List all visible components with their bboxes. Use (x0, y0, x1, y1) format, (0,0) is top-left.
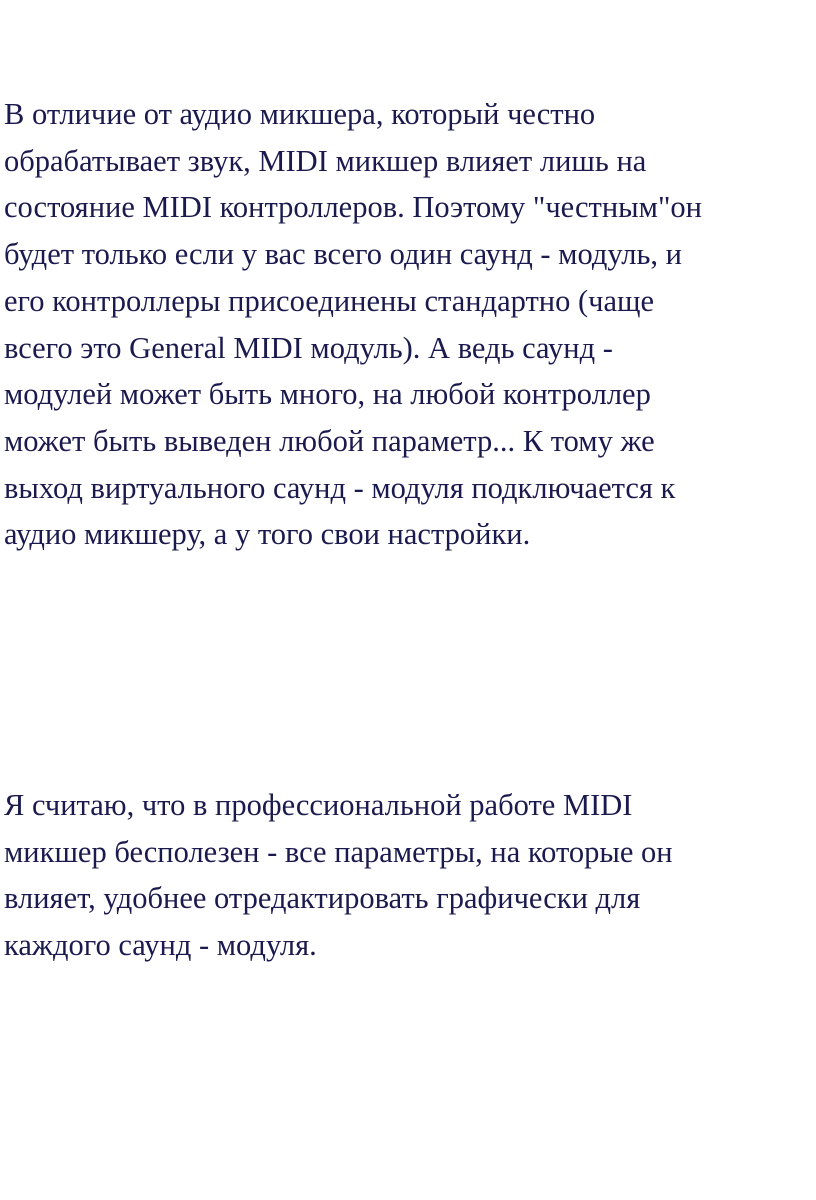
text-line: будет только если у вас всего один саунд - модуль, и (4, 237, 682, 272)
text-line: выход виртуального саунд - модуля подключается к (4, 470, 676, 505)
text-line: обрабатывает звук, MIDI микшер влияет лишь на (4, 143, 647, 178)
text-line: аудио микшеру, а у того свои настройки. (4, 517, 531, 552)
text-line: В отличие от аудио микшера, который честно (4, 97, 596, 131)
text-line: его контроллеры присоединены стандартно (чаще (4, 283, 655, 318)
text-line: влияет, удобнее отредактировать графически для (4, 881, 641, 916)
text-line: может быть выведен любой параметр... К тому же (4, 423, 655, 458)
paragraph-midi-mixer-explanation (4, 91, 804, 558)
paragraph-author-opinion (4, 782, 804, 969)
text-line: каждого саунд - модуля. (4, 928, 317, 963)
text-line: микшер бесполезен - все параметры, на которые он (4, 834, 673, 869)
text-line: Я считаю, что в профессиональной работе MIDI (4, 788, 633, 822)
text-line: состояние MIDI контроллеров. Поэтому "честным"он (4, 190, 702, 225)
text-line: модулей может быть много, на любой контроллер (4, 377, 651, 412)
text-line: всего это General MIDI модуль). А ведь саунд - (4, 330, 613, 365)
